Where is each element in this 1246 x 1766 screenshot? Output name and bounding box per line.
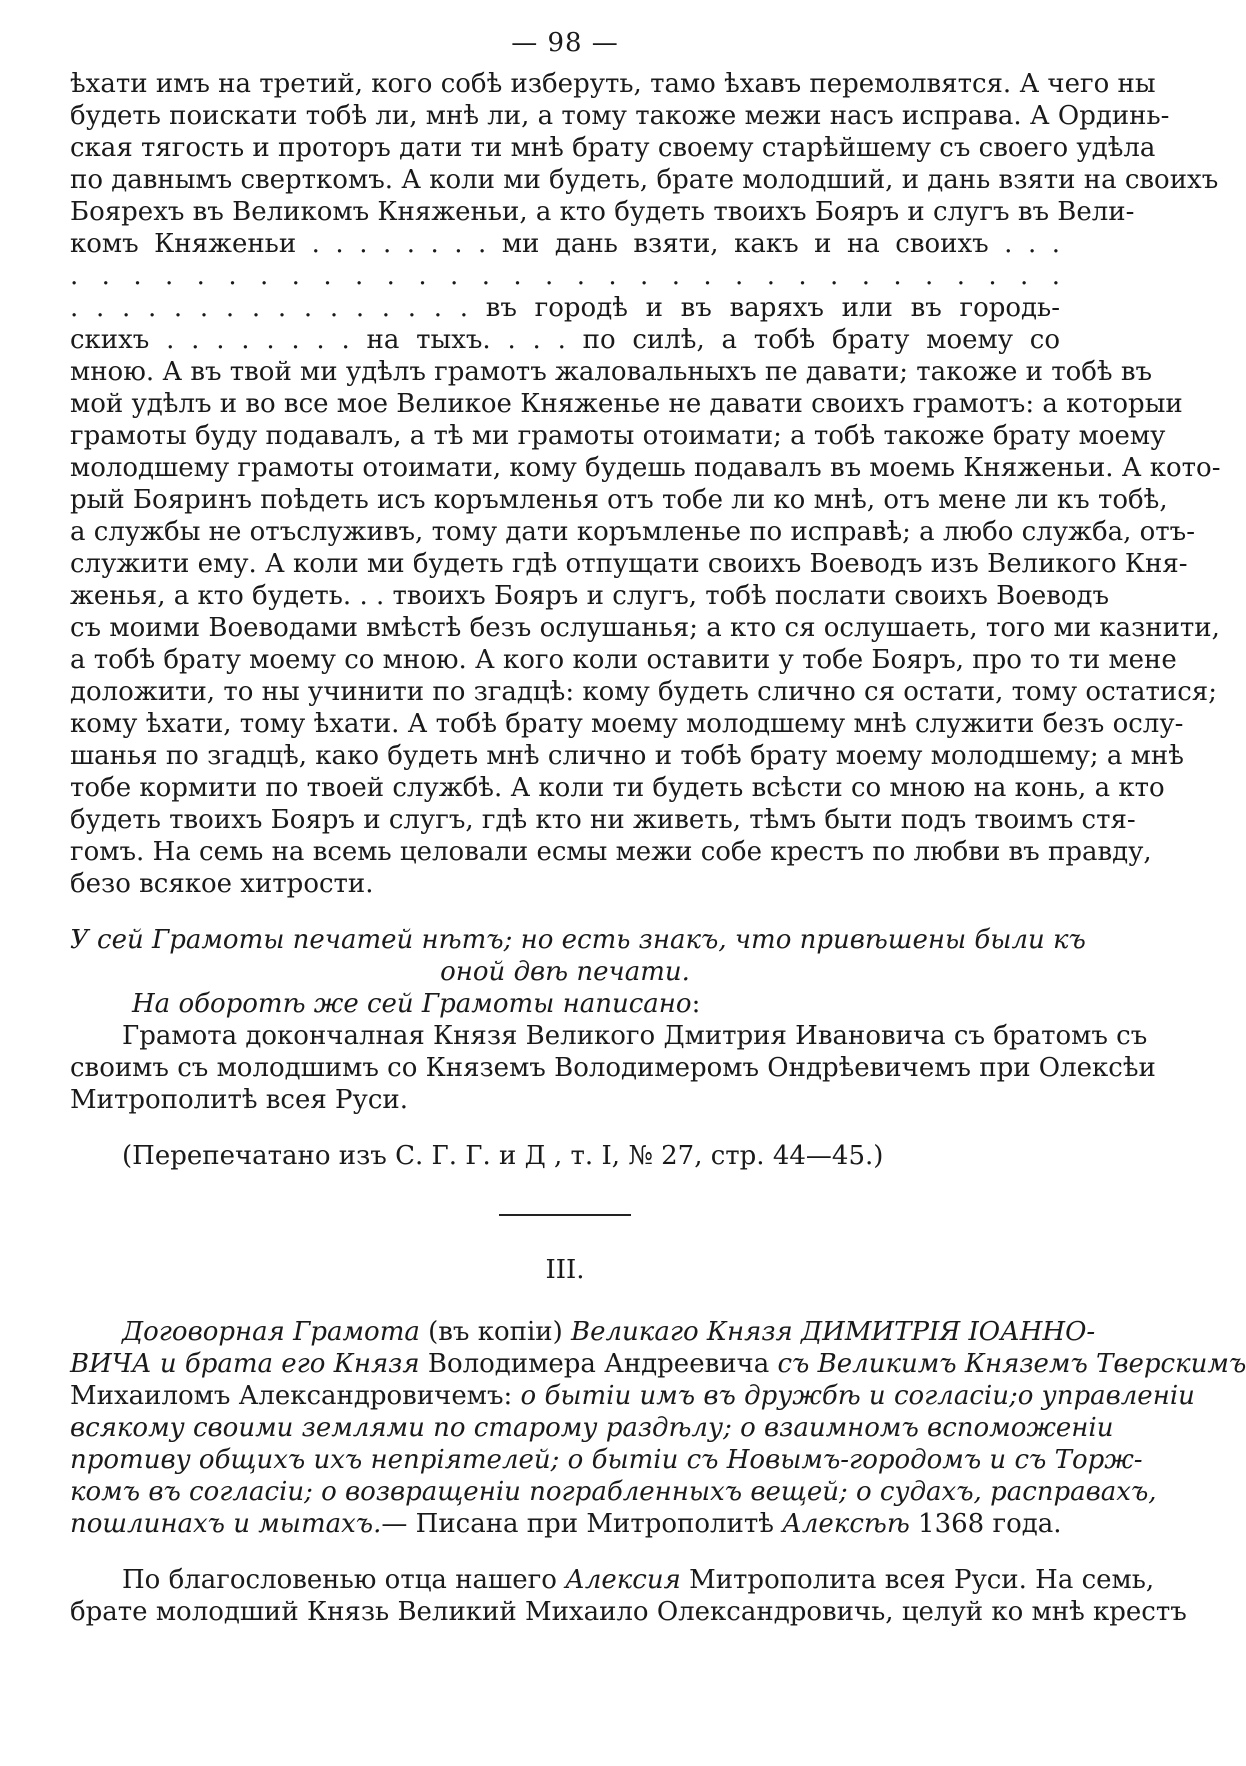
reverse-note-label-text: На оборотѣ же сей Грамоты написано xyxy=(132,989,692,1019)
heading-line xyxy=(70,1380,1195,1412)
heading-fragment: комъ въ согласіи; о возвращеніи пограбленныхъ вещей; о судахъ, расправахъ, xyxy=(70,1477,1157,1507)
heading-fragment: 1368 года. xyxy=(909,1509,1062,1539)
seal-note-line: оной двѣ печати. xyxy=(440,957,690,987)
text-line: молодшему грамоты отоимати, кому будешь подавалъ въ моемь Княженьи. А кото- xyxy=(70,453,1221,483)
text-line: мною. А въ твой ми удѣлъ грамотъ жаловальныхъ пе давати; такоже и тобѣ въ xyxy=(70,357,1153,387)
text-line: а службы не отъслуживъ, тому дати коръмленье по исправѣ; а любо служба, отъ- xyxy=(70,517,1196,547)
text-fragment: По благословенью отца нашего xyxy=(122,1565,566,1595)
seal-note xyxy=(70,924,1086,988)
heading-line xyxy=(70,1444,1143,1476)
text-line: доложити, то ны учинити по згадцѣ: кому будеть слично ся остати, тому остатися; xyxy=(70,677,1217,707)
text-line: будеть поискати тобѣ ли, мнѣ ли, а тому такоже межи насъ исправа. А Ординь- xyxy=(70,101,1170,131)
heading-fragment: — Писана при Митрополитѣ xyxy=(381,1509,783,1539)
heading-line xyxy=(70,1476,1157,1508)
heading-fragment: (въ копіи) xyxy=(419,1317,571,1347)
text-line: гомъ. На семь на всемь целовали есмы межи собе крестъ по любви въ правду, xyxy=(70,837,1152,867)
heading-fragment: Михаиломъ Александровичемъ: xyxy=(70,1381,521,1411)
heading-line xyxy=(70,1508,1060,1540)
text-line: ѣхати имъ на третий, кого собѣ изберуть, тамо ѣхавъ перемолвятся. А чего ны xyxy=(70,69,1156,99)
text-line: . . . . . . . . . . . . . . . . въ городѣ и въ варяхъ или въ городь- xyxy=(70,293,1060,323)
text-fragment: Митрополита всея Руси. На семь, xyxy=(680,1565,1155,1595)
heading-fragment: противу общихъ ихъ непріятелей; о бытіи съ Новымъ-городомъ и съ Торж- xyxy=(70,1445,1143,1475)
section-number: III. xyxy=(545,1255,585,1285)
spacer xyxy=(70,900,1060,924)
text-line: служити ему. А коли ми будеть гдѣ отпущати своихъ Воеводъ изъ Великого Кня- xyxy=(70,549,1188,579)
text-line: женья, а кто будеть. . . твоихъ Бояръ и слугъ, тобѣ послати своихъ Воеводъ xyxy=(70,581,1110,611)
text-line: безо всякое хитрости. xyxy=(70,869,374,899)
heading-fragment: Алексѣѣ xyxy=(782,1509,910,1539)
reverse-note-line: Митрополитѣ всея Руси. xyxy=(70,1085,408,1115)
text-line: ская тягость и проторъ дати ти мнѣ брату своему старѣйшему съ своего удѣла xyxy=(70,133,1156,163)
body-text xyxy=(70,68,1221,900)
text-line: комъ Княженьи . . . . . . . . ми дань взяти, какъ и на своихъ . . . xyxy=(70,229,1060,259)
heading-fragment: всякому своими землями по старому раздѣлу; о взаимномъ вспоможеніи xyxy=(70,1413,1114,1443)
text-line: по давнымъ сверткомъ. А коли ми будеть, брате молодший, и дань взяти на своихъ xyxy=(70,165,1219,195)
text-line: грамоты буду подавалъ, а тѣ ми грамоты отоимати; а тобѣ такоже брату моему xyxy=(70,421,1166,451)
spacer xyxy=(70,1540,1060,1564)
reverse-note-colon: : xyxy=(691,989,701,1019)
reverse-note-label xyxy=(70,988,1060,1020)
heading-line xyxy=(70,1412,1114,1444)
reverse-note xyxy=(70,988,1156,1116)
document-page xyxy=(70,28,1246,1628)
text-line: будеть твоихъ Бояръ и слугъ, гдѣ кто ни живеть, тѣмъ быти подъ твоимъ стя- xyxy=(70,805,1136,835)
section-heading xyxy=(70,1316,1246,1540)
text-line: . . . . . . . . . . . . . . . . . . . . . . . . . . . . . . . . xyxy=(70,261,1060,291)
final-text xyxy=(70,1564,1187,1628)
heading-fragment: Великаго Князя ДИМИТРІЯ ІОАННО- xyxy=(571,1317,1096,1347)
heading-fragment: Договорная Грамота xyxy=(122,1317,420,1347)
reverse-note-line: Грамота докончалная Князя Великого Дмитрия Ивановича съ братомъ съ xyxy=(122,1021,1148,1051)
text-line: Боярехъ въ Великомъ Княженьи, а кто будеть твоихъ Бояръ и слугъ въ Вели- xyxy=(70,197,1135,227)
page-number: — 98 — xyxy=(511,28,619,58)
spacer xyxy=(70,1116,1060,1140)
heading-fragment: Володимера Андреевича xyxy=(419,1349,778,1379)
text-line xyxy=(70,1564,1155,1596)
text-line: рый Бояринъ поѣдеть исъ коръмленья отъ тобе ли ко мнѣ, отъ мене ли къ тобѣ, xyxy=(70,485,1168,515)
section-divider xyxy=(499,1214,631,1216)
text-line: скихъ . . . . . . . . на тыхъ. . . . по силѣ, а тобѣ брату моему со xyxy=(70,325,1060,355)
text-line: брате молодший Князь Великий Михаило Олександровичь, целуй ко мнѣ крестъ xyxy=(70,1597,1187,1627)
heading-fragment: съ Великимъ Княземъ Тверскимъ xyxy=(777,1349,1246,1379)
heading-fragment: о бытіи имъ въ дружбѣ и согласіи;о управленіи xyxy=(520,1381,1195,1411)
reprint-note: (Перепечатано изъ С. Г. Г. и Д , т. I, № 27, стр. 44—45.) xyxy=(122,1141,884,1171)
reverse-note-line: своимъ съ молодшимъ со Княземъ Володимеромъ Ондрѣевичемъ при Олексѣи xyxy=(70,1053,1156,1083)
heading-fragment: ВИЧА и брата его Князя xyxy=(70,1349,420,1379)
text-line: а тобѣ брату моему со мною. А кого коли оставити у тобе Бояръ, про то ти мене xyxy=(70,645,1177,675)
text-line: мой удѣлъ и во все мое Великое Княженье не давати своихъ грамотъ: а которыи xyxy=(70,389,1183,419)
heading-line xyxy=(70,1316,1096,1348)
text-line: шанья по згадцѣ, како будеть мнѣ слично и тобѣ брату моему молодшему; а мнѣ xyxy=(70,741,1184,771)
heading-line xyxy=(70,1348,1246,1380)
text-fragment: Алексия xyxy=(565,1565,681,1595)
heading-fragment: пошлинахъ и мытахъ. xyxy=(70,1509,382,1539)
text-line: кому ѣхати, тому ѣхати. А тобѣ брату моему молодшему мнѣ служити безъ ослу- xyxy=(70,709,1184,739)
text-line: тобе кормити по твоей службѣ. А коли ти будеть всѣсти со мною на конь, а кто xyxy=(70,773,1165,803)
text-line: съ моими Воеводами вмѣстѣ безъ ослушанья; а кто ся ослушаеть, того ми казнити, xyxy=(70,613,1220,643)
seal-note-line: У сей Грамоты печатей нѣтъ; но есть знакъ, что привѣшены были къ xyxy=(70,925,1086,955)
